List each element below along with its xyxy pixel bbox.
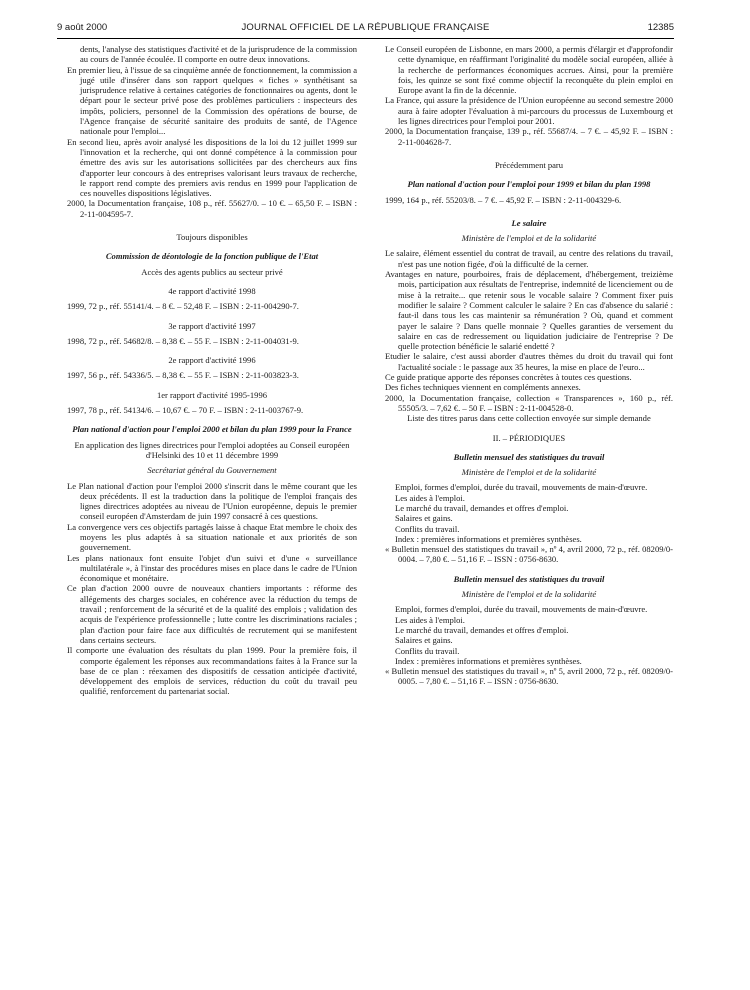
report-1-reference: 1997, 78 p., réf. 54134/6. – 10,67 €. – 70 F. – ISBN : 2-11-003767-9.	[67, 405, 304, 416]
salaire-paragraph-2: Avantages en nature, pourboires, frais de déplacement, d'hébergement, treizième mois, participation aux résultats de l'entreprise, indemnité de licenciement ou de mise à la retraite... que retenir sous le vocable salaire ? Comment fixer puis modifier le salaire ? Comment calculer le salaire ? En cas d'absence du salarié : faut-il dans tous les cas maintenir sa rémunération ? Où, quand et comment payer le salaire ? Dans quelle monnaie ? Quelles garanties de versement du salaire en cas de redressement ou liquidation judiciaire de l'entreprise ? De quelle protection bénéficie le salarié endetté ?	[385, 269, 673, 352]
continued-paragraph: dents, l'analyse des statistiques d'activité et de la jurisprudence de la commission au cours de l'année écoulée. Il comporte en outre deux innovations.	[80, 44, 357, 65]
plan-paragraph-2: La convergence vers ces objectifs partagés laisse à chaque Etat membre le choix des moyens les plus adaptés à sa situation nationale et aux priorités de son gouvernement.	[67, 521, 357, 553]
salaire-paragraph-4: Ce guide pratique apporte des réponses concrètes à toutes ces questions.	[385, 372, 632, 383]
salaire-paragraph-5: Des fiches techniques viennent en compléments annexes.	[385, 382, 581, 393]
plan-paragraph-4: Ce plan d'action 2000 ouvre de nouveaux chantiers importants : réforme des allégements des charges sociales, en cohérence avec la réduction du temps de travail ; renforcement de la sécurité et de la qualité des emplois ; validation des acquis de l'expérience professionnelle ; lutte contre les discriminations raciales ; plan d'action pour faire face aux difficultés de recrutement qui se manifestent dans certains secteurs.	[67, 583, 357, 645]
lisbonne-paragraph: Le Conseil européen de Lisbonne, en mars 2000, a permis d'élargir et d'approfondir cette dynamique, en réaffirmant l'originalité du modèle social européen, alliée à la recherche de performances économiques accrues. Ainsi, pour la première fois, les quinze se sont fixé comme objectif la reconquête du plein emploi en Europe avant la fin de la décennie.	[385, 44, 673, 96]
list-item: Conflits du travail.	[395, 523, 460, 534]
bulletin-contents-2	[385, 604, 673, 666]
salaire-paragraph-3: Etudier le salaire, c'est aussi aborder d'autres thèmes du droit du travail qui font l'actualité sociale : le passage aux 35 heures, la mise en place de l'euro...	[385, 351, 673, 372]
list-item: Salaires et gains.	[395, 635, 453, 646]
subheading-precedemment: Précédemment paru	[494, 159, 564, 170]
plan-2000-intro: En application des lignes directrices pour l'emploi adoptées au Conseil européen d'Helsinki des 10 et 11 décembre 1999	[74, 439, 350, 460]
ministere-salaire: Ministère de l'emploi et de la solidarité	[461, 233, 597, 244]
report-3-reference: 1998, 72 p., réf. 54682/8. – 8,38 €. – 55 F. – ISBN : 2-11-004031-9.	[67, 335, 299, 346]
ministere-bulletin-2: Ministère de l'emploi et de la solidarité	[461, 589, 597, 600]
report-4-reference: 1999, 72 p., réf. 55141/4. – 8 €. – 52,48 F. – ISBN : 2-11-004290-7.	[67, 301, 299, 312]
commission-title: Commission de déontologie de la fonction publique de l'Etat	[105, 251, 319, 262]
bulletin-contents-1	[385, 482, 673, 544]
plan-1999-reference: 1999, 164 p., réf. 55203/8. – 7 €. – 45,92 F. – ISBN : 2-11-004329-6.	[385, 194, 622, 205]
list-item: Les aides à l'emploi.	[395, 614, 465, 625]
list-item: Index : premières informations et premières synthèses.	[395, 533, 582, 544]
left-column	[67, 44, 357, 697]
list-item: Emploi, formes d'emploi, durée du travail, mouvements de main-d'œuvre.	[395, 482, 648, 493]
header-page-number: 12385	[647, 22, 674, 33]
list-item: Index : premières informations et premières synthèses.	[395, 655, 582, 666]
header-journal-title: JOURNAL OFFICIEL DE LA RÉPUBLIQUE FRANÇAISE	[241, 22, 490, 33]
bulletin-title-2: Bulletin mensuel des statistiques du travail	[453, 573, 605, 584]
list-item: Salaires et gains.	[395, 513, 453, 524]
acces-subtitle: Accès des agents publics au secteur privé	[141, 266, 283, 277]
collection-list-note: Liste des titres parus dans cette collection envoyée sur simple demande	[407, 413, 651, 424]
report-3-title: 3e rapport d'activité 1997	[168, 320, 256, 331]
list-item: Le marché du travail, demandes et offres d'emploi.	[395, 624, 569, 635]
plan-1999-title: Plan national d'action pour l'emploi pour 1999 et bilan du plan 1998	[407, 179, 651, 190]
list-item: Conflits du travail.	[395, 645, 460, 656]
bulletin-reference-1: « Bulletin mensuel des statistiques du travail », nº 4, avril 2000, 72 p., réf. 08209/0-0004. – 7,80 €. – 51,16 F. – ISSN : 0756-8630.	[385, 544, 673, 565]
salaire-paragraph-1: Le salaire, élément essentiel du contrat de travail, au centre des relations du travail, n'est pas une notion figée, d'où la difficulté de la cerner.	[385, 248, 673, 269]
report-2-title: 2e rapport d'activité 1996	[168, 355, 256, 366]
report-1-title: 1er rapport d'activité 1995-1996	[156, 389, 267, 400]
paragraph-first-innovation: En premier lieu, à l'issue de sa cinquième année de fonctionnement, la commission a jugé utile d'insérer dans son rapport quelques « fiches » synthétisant sa jurisprudence relative à certaines catégories de fonctionnaires ou agents, dont le départ pour le secteur privé pose des problèmes particuliers : inspecteurs des impôts, policiers, personnel de la Commission des opérations de bourse, de l'Agence française de sécurité sanitaire des produits de santé, de l'Agence nationale pour l'emploi...	[67, 64, 357, 137]
list-item: Le marché du travail, demandes et offres d'emploi.	[395, 502, 569, 513]
right-column	[385, 44, 673, 687]
reference-line: 2000, la Documentation française, 108 p., réf. 55627/0. – 10 €. – 65,50 F. – ISBN : 2-11-004595-7.	[67, 198, 357, 219]
report-2-reference: 1997, 56 p., réf. 54336/5. – 8,38 €. – 55 F. – ISBN : 2-11-003823-3.	[67, 370, 299, 381]
report-4-title: 4e rapport d'activité 1998	[168, 285, 256, 296]
header-rule	[57, 38, 674, 39]
plan-paragraph-5: Il comporte une évaluation des résultats du plan 1999. Pour la première fois, il comporte également les réponses aux recommandations faites à la France sur la base de ce plan : réexamen des dispositifs de cessation anticipée d'activité, développement des emplois de services, réduction du coût du travail peu qualifié, renforcement du partenariat social.	[67, 645, 357, 697]
bulletin-title-1: Bulletin mensuel des statistiques du travail	[453, 451, 605, 462]
paragraph-second-innovation: En second lieu, après avoir analysé les dispositions de la loi du 12 juillet 1999 sur l'innovation et la recherche, qui ont donné compétence à la commission pour émettre des avis sur les autorisations sollicitées par des chercheurs aux fins d'apporter leur concours à des entreprises valorisant leurs travaux de recherche, le rapport rend compte des premiers avis rendus en 1999 pour l'application de ces nouvelles dispositions législatives.	[67, 136, 357, 199]
presidence-paragraph: La France, qui assure la présidence de l'Union européenne au second semestre 2000 aura à faire adopter l'évaluation à mi-parcours du processus de Luxembourg et les lignes directrices pour l'emploi pour 2001.	[385, 95, 673, 127]
list-item: Les aides à l'emploi.	[395, 492, 465, 503]
header-date: 9 août 2000	[57, 22, 108, 33]
plan-2000-reference: 2000, la Documentation française, 139 p., réf. 55687/4. – 7 €. – 45,92 F. – ISBN : 2-11-004628-7.	[385, 126, 673, 147]
bulletin-reference-2: « Bulletin mensuel des statistiques du travail », nº 5, avril 2000, 72 p., réf. 08209/0-0005. – 7,80 €. – 51,16 F. – ISSN : 0756-8630.	[385, 666, 673, 687]
plan-paragraph-1: Le Plan national d'action pour l'emploi 2000 s'inscrit dans le même courant que les deux précédents. Il est la traduction dans la politique de l'emploi français des lignes directrices adoptées au niveau de l'Union européenne, depuis le premier conseil européen d'Amsterdam de juin 1997 consacré à ces questions.	[67, 480, 357, 522]
section-periodiques: II. – PÉRIODIQUES	[492, 432, 566, 443]
ministere-bulletin-1: Ministère de l'emploi et de la solidarité	[461, 467, 597, 478]
salaire-reference: 2000, la Documentation française, collection « Transparences », 160 p., réf. 55505/3. – 7,62 €. – 50 F. – ISBN : 2-11-004528-0.	[385, 392, 673, 413]
plan-paragraph-3: Les plans nationaux font ensuite l'objet d'un suivi et d'une « surveillance multilatérale », à l'instar des procédures mises en place dans le cadre de l'Union économique et monétaire.	[67, 552, 357, 584]
plan-2000-title: Plan national d'action pour l'emploi 2000 et bilan du plan 1999 pour la France	[72, 424, 352, 435]
secretariat-subtitle: Secrétariat général du Gouvernement	[147, 465, 277, 476]
list-item: Emploi, formes d'emploi, durée du travail, mouvements de main-d'œuvre.	[395, 604, 648, 615]
salaire-title: Le salaire	[511, 217, 547, 228]
subheading-toujours: Toujours disponibles	[176, 232, 248, 243]
